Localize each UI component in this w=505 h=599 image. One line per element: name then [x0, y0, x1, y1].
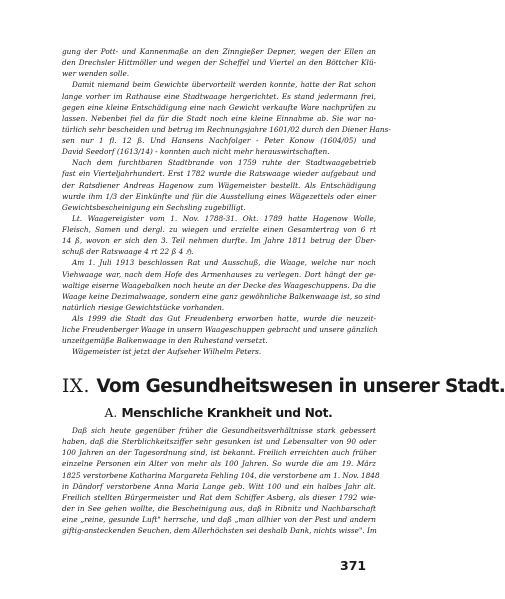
text-line: 14 ß, wovon er sich den 3. Teil nehmen durfte. Im Jahre 1811 betrug der Über- — [62, 236, 376, 246]
body-text-lower — [62, 425, 380, 536]
text-line: giftig-ansteckenden Seuchen, dem Allerhöchsten sei deshalb Dank, nichts wisse". Im — [62, 526, 377, 536]
text-line: der Ratsdiener Andreas Hagenow zum Wägemeister bestellt. Als Entschädigung — [62, 180, 376, 190]
text-line: Fleisch, Samen und dergl. zu wiegen und erzielte einen Gesamtertrag von 6 rt — [62, 225, 376, 234]
text-line: einzelne Personen ein Alter von mehr als 100 Jahren. So wurde die am 19. März — [62, 459, 376, 469]
text-line: 100 Jahren an der Tagesordnung sind, ist bekannt. Freilich erreichten auch früher — [62, 448, 376, 458]
text-line: Damit niemand beim Gewichte übervorteilt werden konnte, hatte der Rat schon — [72, 80, 376, 90]
text-line: Lt. Waagereigister vom 1. Nov. 1788-31. Okt. 1789 hatte Hagenow Wolle, — [72, 213, 376, 223]
text-line: David Seedorf (1613/14) - konnten auch nicht mehr herauswirtschaften. — [62, 147, 330, 157]
text-line: lange vorher im Rathause eine Stadtwaage hergerichtet. Es stand jedermann frei, — [62, 91, 376, 101]
text-line: gegen eine kleine Entschädigung eine nach Gewicht verkaufte Ware nachprüfen zu — [62, 102, 376, 112]
text-line: fast ein Vierteljahrhundert. Erst 1782 wurde die Ratswaage wieder aufgebaut und — [62, 169, 376, 179]
text-line: unzeitgemäße Balkenwaage in den Ruhestand versetzt. — [62, 336, 268, 346]
text-line: gung der Pott- und Kannenmaße an den Zinngießer Depner, wegen der Ellen an — [62, 47, 376, 56]
text-line: türlich sehr bescheiden und betrug im Rechnungsjahre 1601/02 durch den Diener Hans- — [62, 124, 391, 134]
text-line: in Dändorf verstorbene Anna Maria Lange geb. Witt 100 und ein halbes Jahr alt. — [62, 481, 376, 491]
text-line: 1825 verstorbene Katharina Margareta Fehling 104, die verstorbene am 1. Nov. 1848 — [62, 470, 380, 480]
chapter-title: Vom Gesundheitswesen in unserer Stadt. — [96, 376, 505, 397]
section-heading — [0, 405, 437, 421]
body-text-upper — [62, 46, 391, 358]
text-line: eine „reine, gesunde Luft" herrsche, und daß „man allhier von der Pest und andern — [62, 515, 376, 524]
chapter-number: IX. — [62, 376, 90, 397]
text-line: der in See gehen wollte, die Bescheinigung aus, daß in Ribnitz und Nachbarschaft — [62, 503, 376, 513]
chapter-heading — [62, 375, 505, 399]
text-line: Als 1999 die Stadt das Gut Freudenberg erworben hatte, wurde die neuzeit- — [72, 314, 376, 323]
text-line: Wägemeister ist jetzt der Aufseher Wilhelm Peters. — [72, 347, 262, 357]
text-line: Viehwaage war, nach dem Hofe des Armenhauses zu verlegen. Dort hängt der ge- — [62, 269, 376, 279]
text-line: Waage keine Dezimalwaage, sondern eine ganz gewöhnliche Balkenwaage ist, so sind — [62, 291, 381, 301]
text-line: Gewichtsbescheinigung ein Sechsling zugebilligt. — [62, 202, 246, 212]
text-line: Am 1. Juli 1913 beschlossen Rat und Ausschuß, die Waage, welche nur noch — [72, 258, 376, 268]
text-line: natürlich riesige Gewichtstücke vorhanden. — [62, 302, 225, 312]
text-line: wer wenden solle. — [62, 69, 130, 79]
text-line: wurde ihm 1/3 der Einkünfte und für die Ausstellung eines Wägezettels oder einer — [62, 191, 376, 201]
text-line: lassen. Nebenbei fiel da für die Stadt noch eine kleine Einnahme ab. Sie war na- — [62, 113, 376, 123]
text-line: Daß sich heute gegenüber früher die Gesundheitsverhältnisse stark gebessert — [72, 426, 376, 435]
text-line: schuß der Ratswaage 4 rt 22 ß 4 ℌ. — [62, 247, 194, 257]
text-line: liche Freudenberger Waage in unsern Waageschuppen gebracht und unsere gänzlich — [62, 325, 378, 335]
page-number: 371 — [340, 558, 367, 573]
text-line: Freilich stellten Bürgermeister und Rat dem Schiffer Asberg, als dieser 1792 wie- — [62, 492, 376, 502]
text-line: waltige eiserne Waagebalken noch heute an der Decke des Waageschuppens. Da die — [62, 280, 376, 290]
section-title: Menschliche Krankheit und Not. — [121, 406, 333, 420]
text-line: den Drechsler Hittmöller und wegen der Scheffel und Viertel an den Böttcher Klü- — [62, 58, 376, 68]
text-line: haben, daß die Sterblichkeitsziffer sehr gesunken ist und Lebensalter von 90 oder — [62, 437, 376, 447]
text-line: Nach dem furchtbaren Stadtbrande von 1759 ruhte der Stadtwaagebetrieb — [72, 158, 376, 168]
section-letter: A. — [104, 406, 118, 420]
text-line: sen nur 1 fl. 12 ß. Und Hansens Nachfolger - Peter Konow (1604/05) und — [62, 136, 376, 145]
